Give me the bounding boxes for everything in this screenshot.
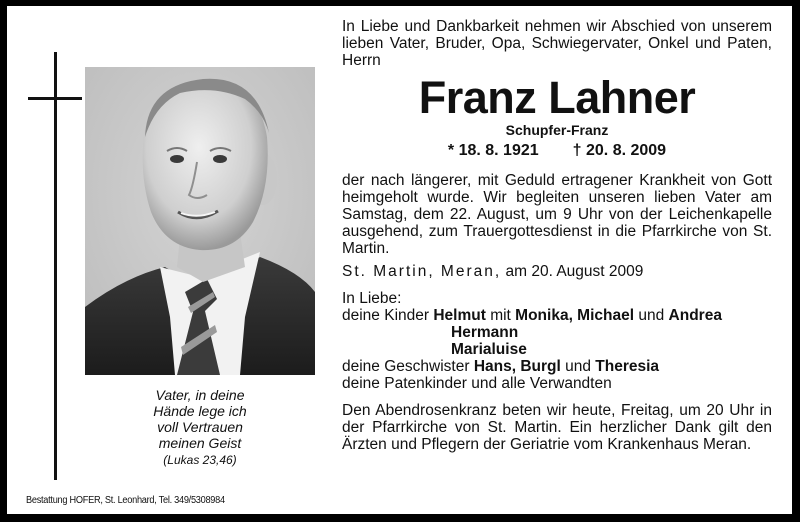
label: deine Kinder [342,307,434,324]
intro-paragraph: In Liebe und Dankbarkeit nehmen wir Abschied von unserem lieben Vater, Bruder, Opa, Schwiegervater, Onkel und Paten, Herrn [342,18,772,69]
place-date-line [342,263,772,280]
death-date: † 20. 8. 2009 [572,142,667,159]
sibling-names: Hans, Burgl [473,358,561,375]
cross-icon-vertical [54,52,57,480]
label: deine Geschwister [342,358,474,375]
mourners-header: In Liebe: [342,290,402,307]
quote-reference: (Lukas 23,46) [163,453,237,467]
quote-line: voll Vertrauen [157,419,243,435]
grandchild-name: Andrea [668,307,722,324]
other-mourners: deine Patenkinder und alle Verwandten [342,375,612,392]
sibling-name: Theresia [595,358,660,375]
siblings-line [342,358,772,375]
mourners-list [342,290,772,392]
connector: und [634,307,669,324]
deceased-name: Franz Lahner [418,72,696,123]
obituary-text [342,14,772,453]
child-name: Marialuise [451,341,527,358]
life-dates [342,141,772,161]
obituary-panel [7,6,792,514]
deceased-nickname: Schupfer-Franz [505,122,609,138]
connector: mit [485,307,516,324]
funeral-details: der nach längerer, mit Geduld ertragener Krankheit von Gott heimgeholt wurde. Wir begleiten unseren lieben Vater am Samstag, dem 22. August, um 9 Uhr von der Leichenkapelle ausgehend, zum Trauergottesdienst in die Pfarrkirche von St. Martin. [342,172,772,257]
birth-date: * 18. 8. 1921 [447,142,539,159]
portrait-photo [85,67,315,375]
connector: und [560,358,596,375]
portrait-illustration [85,67,315,375]
spouse-grandchildren-names: Monika, Michael [515,307,635,324]
cross-icon-horizontal [28,97,82,100]
children-line [342,307,772,324]
quote-line: Hände lege ich [153,403,247,419]
place: St. Martin, Meran, [342,263,502,280]
date: am 20. August 2009 [501,263,644,280]
quote-line: meinen Geist [158,435,242,451]
bible-quote [85,387,315,468]
quote-line: Vater, in deine [155,387,245,403]
undertaker-credit: Bestattung HOFER, St. Leonhard, Tel. 349/5308984 [26,495,225,506]
child-name: Helmut [433,307,486,324]
child-name: Hermann [451,324,519,341]
closing-paragraph: Den Abendrosenkranz beten wir heute, Freitag, um 20 Uhr in der Pfarrkirche von St. Martin. Ein herzlicher Dank gilt den Ärzten und Pflegern der Geriatrie vom Krankenhaus Meran. [342,402,772,453]
